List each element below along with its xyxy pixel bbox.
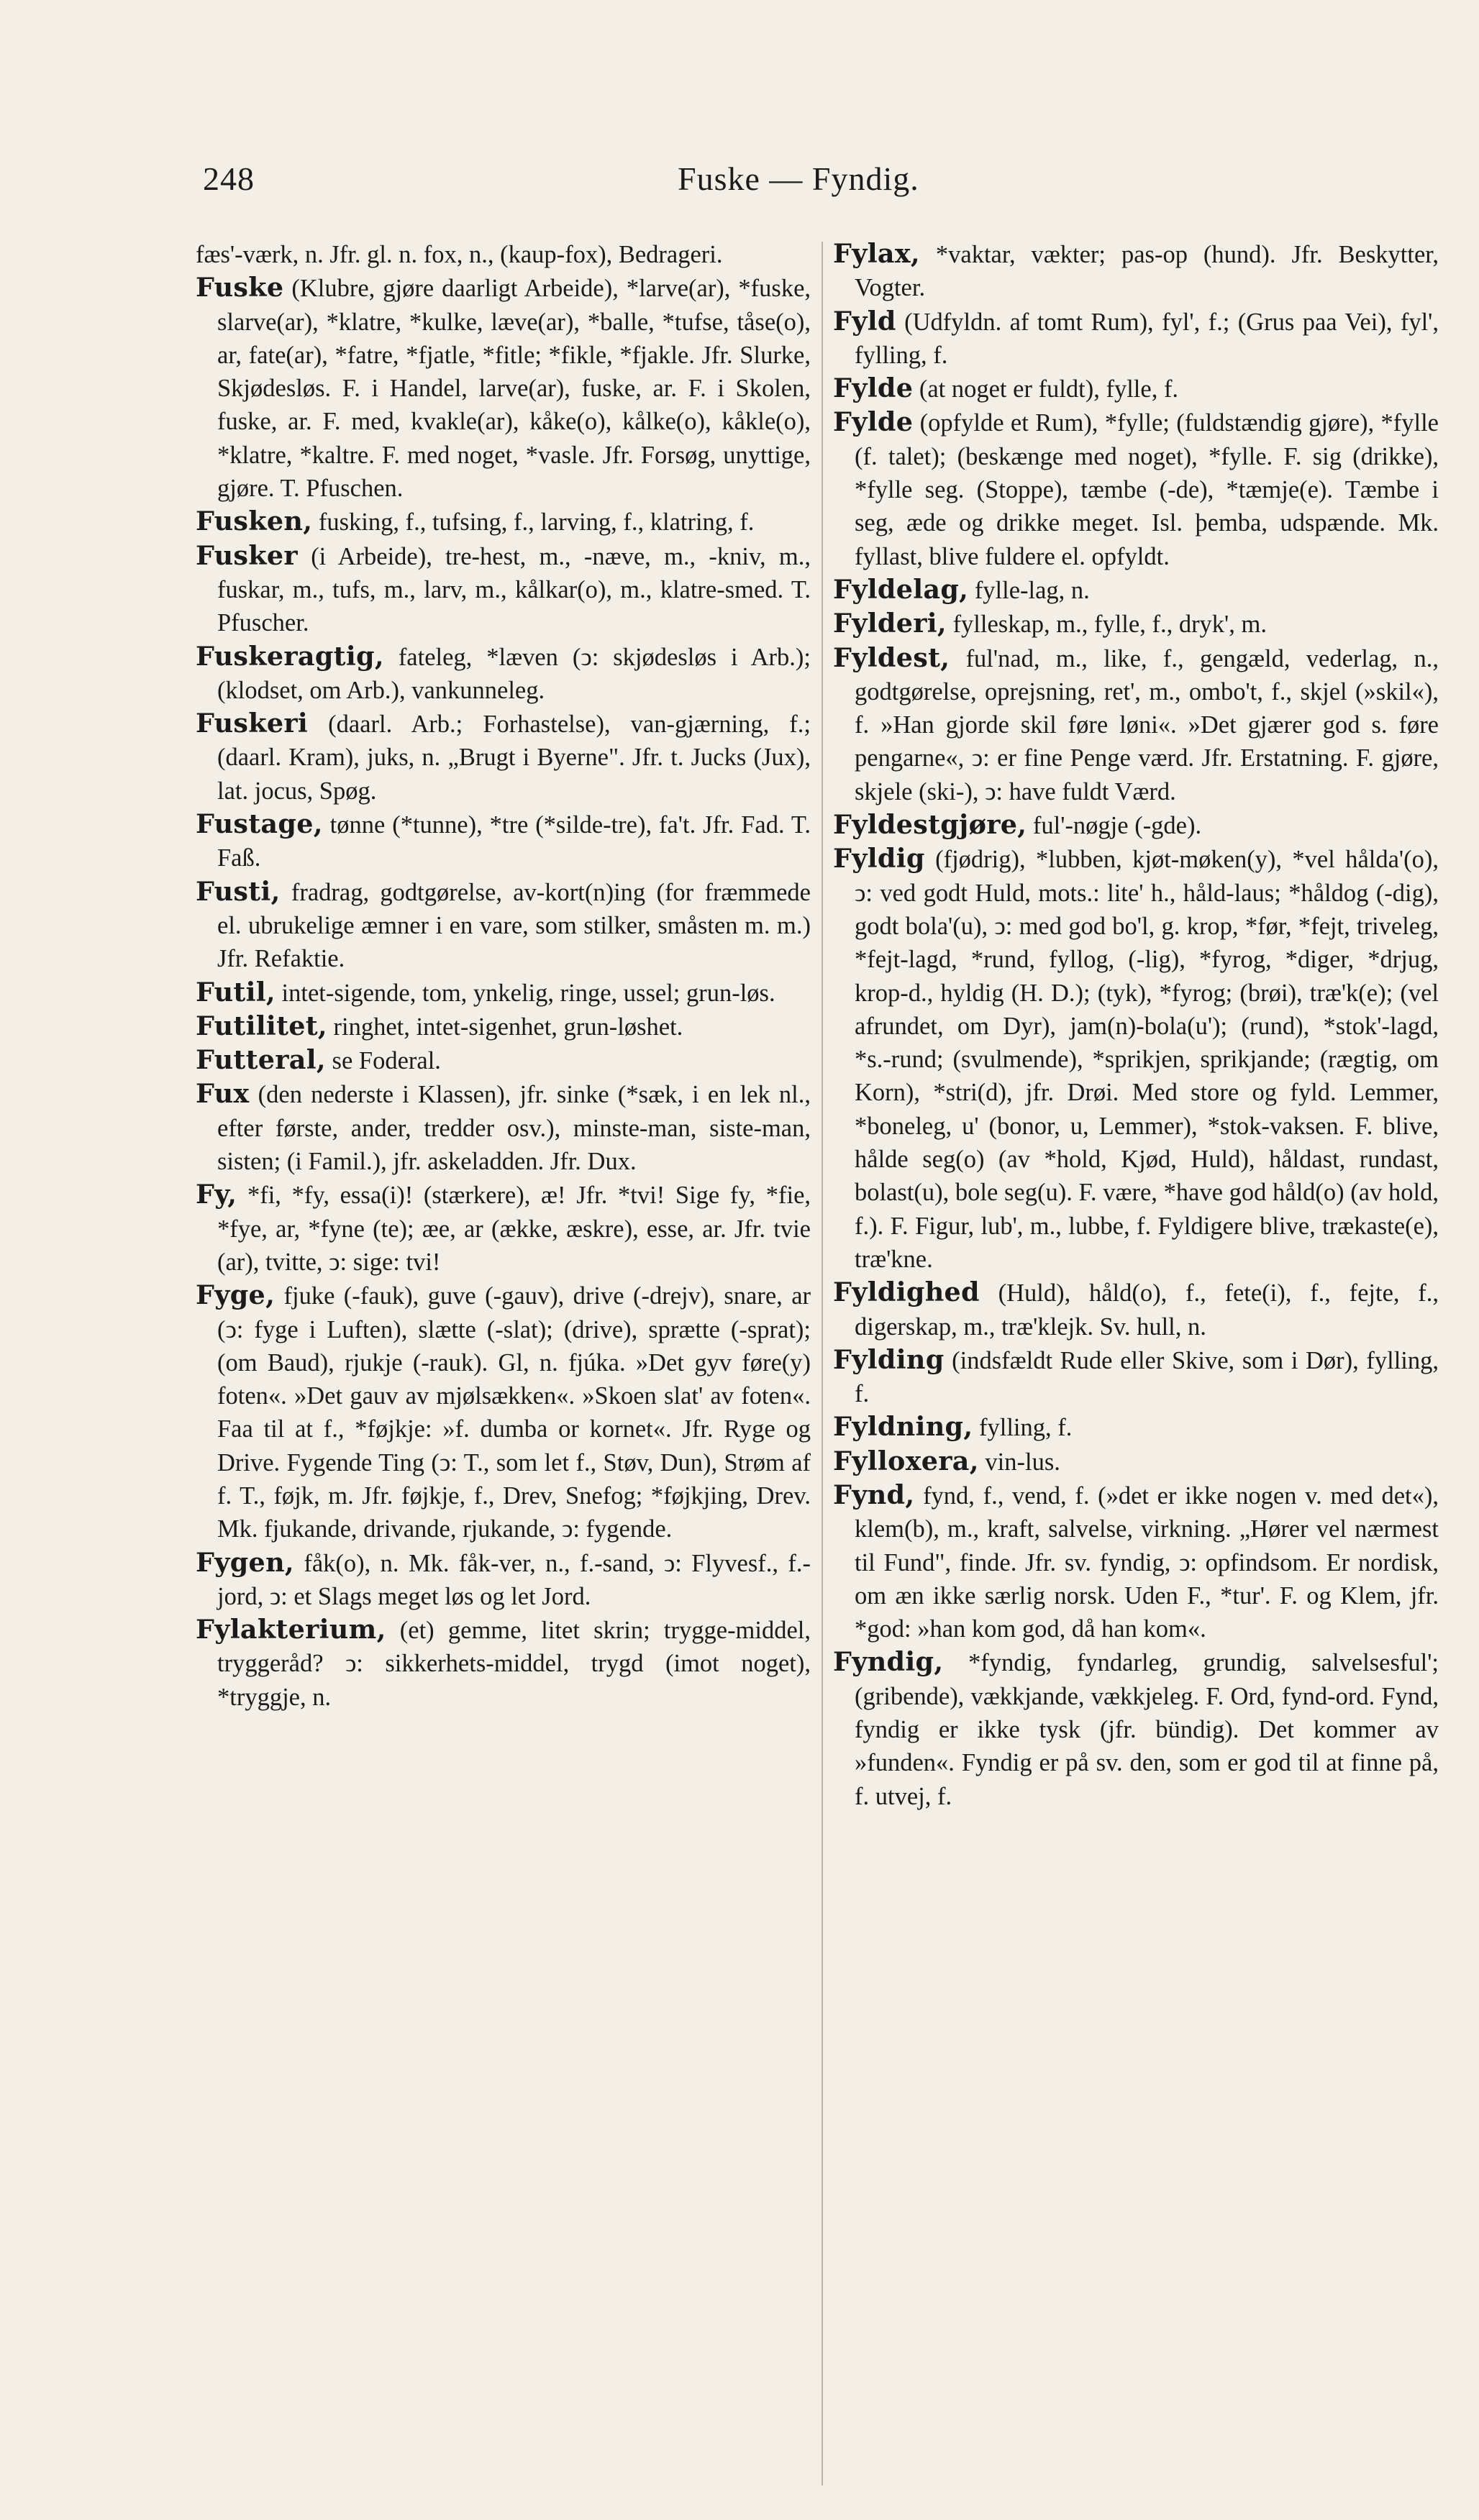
headword: Fygen,	[196, 1546, 294, 1578]
dictionary-entry	[196, 1077, 811, 1178]
dictionary-entry	[833, 1343, 1439, 1411]
headword: Fyldestgjøre,	[833, 809, 1027, 841]
page-number: 248	[203, 160, 255, 197]
headword: Fuske	[196, 272, 284, 303]
dictionary-entry	[833, 1276, 1439, 1343]
entry-text: *fyndig, fyndarleg, grundig, salvelsesful'; (gribende), vækkjande, vækkjeleg. F. Ord, fynd-ord. Fynd, fyndig er ikke tysk (jfr. bündig). Det kommer av »funden«. Fyndig er på sv. den, som er god til at finne på, f. utvej, f.	[855, 1649, 1439, 1810]
running-title: Fuske — Fyndig.	[678, 160, 919, 197]
dictionary-entry	[196, 237, 811, 271]
headword: Futteral,	[196, 1044, 326, 1076]
entry-text: (i Arbeide), tre-hest, m., -næve, m., -kniv, m., fuskar, m., tufs, m., larv, m., kålkar(o), m., klatre-smed. T. Pfuscher.	[217, 542, 811, 637]
entry-text: se Foderal.	[332, 1047, 441, 1075]
dictionary-entry	[833, 406, 1439, 572]
headword: Futil,	[196, 976, 276, 1008]
dictionary-entry	[833, 607, 1439, 641]
entry-text: fradrag, godtgørelse, av-kort(n)ing (for fræmmede el. ubrukelige æmner i en vare, som stilker, småsten m. m.) Jfr. Refaktie.	[217, 878, 811, 973]
dictionary-entry	[196, 875, 811, 976]
page-header	[203, 160, 1455, 210]
entry-text: fusking, f., tufsing, f., larving, f., klatring, f.	[318, 508, 755, 537]
headword: Fylax,	[833, 238, 920, 269]
headword: Futilitet,	[196, 1010, 327, 1041]
headword: Fylakterium,	[196, 1614, 386, 1645]
headword: Fylding	[833, 1343, 945, 1375]
headword: Fusker	[196, 539, 298, 571]
entry-text: ful'nad, m., like, f., gengæld, vederlag, n., godtgørelse, oprejsning, ret', m., ombo't, f., skjel (»skil«), f. »Han gjorde skil føre løni«. »Det gjærer god s. føre pengarne«, ↄ: er fine Penge værd. Jfr. Erstatning. F. gjøre, skjele (ski-), ↄ: have fuldt Værd.	[855, 644, 1439, 805]
headword: Fuskeri	[196, 708, 309, 739]
dictionary-entry	[196, 707, 811, 808]
column-divider	[822, 242, 823, 2485]
dictionary-entry	[196, 539, 811, 640]
entry-text: (daarl. Arb.; Forhastelse), van-gjærning, f.; (daarl. Kram), juks, n. „Brugt i Byerne". Jfr. t. Jucks (Jux), lat. jocus, Spøg.	[217, 711, 811, 805]
dictionary-entry	[833, 1645, 1439, 1812]
right-column	[833, 237, 1439, 1813]
dictionary-entry	[833, 808, 1439, 842]
dictionary-entry	[196, 1044, 811, 1077]
dictionary-entry	[196, 1178, 811, 1279]
headword: Fylde	[833, 373, 914, 404]
dictionary-entry	[833, 372, 1439, 406]
dictionary-entry	[833, 842, 1439, 1276]
headword: Fusken,	[196, 506, 313, 537]
headword: Fusti,	[196, 875, 281, 907]
dictionary-entry	[196, 1010, 811, 1044]
dictionary-entry	[833, 305, 1439, 373]
entry-text: *vaktar, vækter; pas-op (hund). Jfr. Beskytter, Vogter.	[855, 241, 1439, 302]
entry-text: (Udfyldn. af tomt Rum), fyl', f.; (Grus paa Vei), fyl', fylling, f.	[855, 308, 1439, 369]
entry-text: ringhet, intet-sigenhet, grun-løshet.	[333, 1013, 683, 1041]
dictionary-entry	[833, 573, 1439, 607]
dictionary-entry	[196, 1613, 811, 1714]
dictionary-entry	[196, 808, 811, 875]
headword: Fy,	[196, 1179, 237, 1210]
dictionary-entry	[196, 1546, 811, 1614]
entry-text: (den nederste i Klassen), jfr. sinke (*sæk, i en lek nl., efter første, ander, tredder osv.), minste-man, siste-man, sisten; (i Famil.), jfr. askeladden. Jfr. Dux.	[217, 1081, 811, 1176]
entry-text: fylleskap, m., fylle, f., dryk', m.	[952, 611, 1267, 639]
entry-text: fæs'-værk, n. Jfr. gl. n. fox, n., (kaup-fox), Bedrageri.	[196, 241, 723, 268]
dictionary-entry	[833, 1445, 1439, 1479]
dictionary-entry	[833, 642, 1439, 808]
headword: Fustage,	[196, 808, 323, 840]
dictionary-entry	[196, 271, 811, 505]
headword: Fyld	[833, 305, 896, 337]
headword: Fyldning,	[833, 1411, 973, 1443]
entry-text: (indsfældt Rude eller Skive, som i Dør), fylling, f.	[855, 1346, 1439, 1408]
entry-text: tønne (*tunne), *tre (*silde-tre), fa't. Jfr. Fad. T. Faß.	[217, 811, 811, 872]
dictionary-entry	[196, 976, 811, 1010]
entry-text: fjuke (-fauk), guve (-gauv), drive (-drejv), snare, ar (ↄ: fyge i Luften), slætte (-slat); (drive), sprætte (-sprat); (om Baud), rjukje (-rauk). Gl, n. fjúka. »Det gyv føre(y) foten«. »Det gauv av mjølsækken«. »Skoen slat' av foten«. Faa til at f., *føjkje: »f. dumba or kornet«. Jfr. Ryge og Drive. Fygende Ting (ↄ: T., som let f., Støv, Dun), Strøm af f. T., føjk, m. Jfr. føjkje, f., Drev, Snefog; *føjkjing, Drev. Mk. fjukande, drivande, rjukande, ↄ: fygende.	[217, 1282, 811, 1543]
entry-text: (fjødrig), *lubben, kjøt-møken(y), *vel hålda'(o), ↄ: ved godt Huld, mots.: lite' h., håld-laus; *håldog (-dig), godt bola'(u), ↄ: med god bo'l, g. krop, *før, *fejt, triveleg, *fejt-lagd, *rund, fyllog, (-lig), *fyrog, *diger, *drjug, krop-d., hyldig (H. D.); (tyk), *fyrog; (brøi), træ'k(e); (vel afrundet, om Dyr), jam(n)-bola(u'); (rund), *stok'-lagd, *s.-rund; (svulmende), *sprikjen, sprikjande; (rægtig, om Korn), *stri(d), jfr. Drøi. Med store og fyld. Lemmer, *boneleg, u' (bonor, u, Lemmer), *stok-vaksen. F. blive, hålde seg(o) (av *hold, Kjød, Huld), håldast, rundast, bolast(u), bole seg(u). F. være, *have god håld(o) (av hold, f.). F. Figur, lub', m., lubbe, f. Fyldigere blive, trækaste(e), træ'kne.	[855, 846, 1439, 1273]
dictionary-entry	[833, 1479, 1439, 1645]
headword: Fyldig	[833, 843, 925, 875]
entry-text: (et) gemme, litet skrin; trygge-middel, tryggeråd? ↄ: sikkerhets-middel, trygd (imot noget), *tryggje, n.	[217, 1617, 811, 1711]
entry-text: (opfylde et Rum), *fylle; (fuldstændig gjøre), *fylle (f. talet); (beskænge med noget), *fylle. F. sig (drikke), *fylle seg. (Stoppe), tæmbe (-de), *tæmje(e). Tæmbe i seg, æde og drikke meget. Isl. þemba, udspænde. Mk. fyllast, blive fuldere el. opfyldt.	[855, 409, 1439, 570]
headword: Fuskeragtig,	[196, 640, 384, 672]
headword: Fyldelag,	[833, 573, 969, 605]
headword: Fylderi,	[833, 608, 947, 639]
entry-text: fylle-lag, n.	[974, 576, 1090, 604]
headword: Fyldighed	[833, 1277, 980, 1308]
entry-text: fylling, f.	[979, 1414, 1073, 1442]
entry-text: fynd, f., vend, f. (»det er ikke nogen v. med det«), klem(b), m., kraft, salvelse, virkning. „Hører vel nærmest til Fund", finde. Jfr. sv. fyndig, ↄ: opfindsom. Er nordisk, om æn ikke særlig norsk. Uden F., *tur'. F. og Klem, jfr. *god: »han kom god, då han kom«.	[855, 1482, 1439, 1643]
dictionary-entry	[196, 1279, 811, 1546]
entry-text: vin-lus.	[985, 1448, 1060, 1476]
entry-text: intet-sigende, tom, ynkelig, ringe, ussel; grun-løs.	[281, 979, 775, 1007]
headword: Fyndig,	[833, 1646, 944, 1678]
entry-text: *fi, *fy, essa(i)! (stærkere), æ! Jfr. *tvi! Sige fy, *fie, *fye, ar, *fyne (te); æe, ar (ække, æskre), esse, ar. Jfr. tvie (ar), tvitte, ↄ: sige: tvi!	[217, 1182, 811, 1276]
dictionary-entry	[833, 237, 1439, 305]
dictionary-entry	[196, 640, 811, 708]
dictionary-entry	[196, 505, 811, 539]
headword: Fux	[196, 1078, 250, 1110]
entry-text: ful'-nøgje (-gde).	[1032, 812, 1202, 840]
entry-text: fateleg, *læven (ↄ: skjødesløs i Arb.); (klodset, om Arb.), vankunneleg.	[217, 643, 811, 704]
entry-text: (Klubre, gjøre daarligt Arbeide), *larve(ar), *fuske, slarve(ar), *klatre, *kulke, læve(ar), *balle, *tufse, tåse(o), ar, fate(ar), *fatre, *fjatle, *fitle; *fikle, *fjakle. Jfr. Slurke, Skjødesløs. F. i Handel, larve(ar), fuske, ar. F. i Skolen, fuske, ar. F. med, kvakle(ar), kåke(o), kålke(o), kåkle(o), *klatre, *kaltre. F. med noget, *vasle. Jfr. Forsøg, unyttige, gjøre. T. Pfuschen.	[217, 275, 811, 503]
headword: Fynd,	[833, 1479, 915, 1510]
left-column	[196, 237, 811, 1714]
headword: Fyldest,	[833, 642, 950, 673]
headword: Fylde	[833, 406, 914, 438]
entry-text: (at noget er fuldt), fylle, f.	[919, 375, 1179, 403]
entry-text: (Huld), håld(o), f., fete(i), f., fejte, f., digerskap, m., træ'klejk. Sv. hull, n.	[855, 1279, 1439, 1341]
headword: Fylloxera,	[833, 1445, 979, 1476]
headword: Fyge,	[196, 1279, 276, 1311]
dictionary-entry	[833, 1410, 1439, 1444]
entry-text: fåk(o), n. Mk. fåk-ver, n., f.-sand, ↄ: Flyvesf., f.-jord, ↄ: et Slags meget løs og let Jord.	[217, 1549, 811, 1610]
